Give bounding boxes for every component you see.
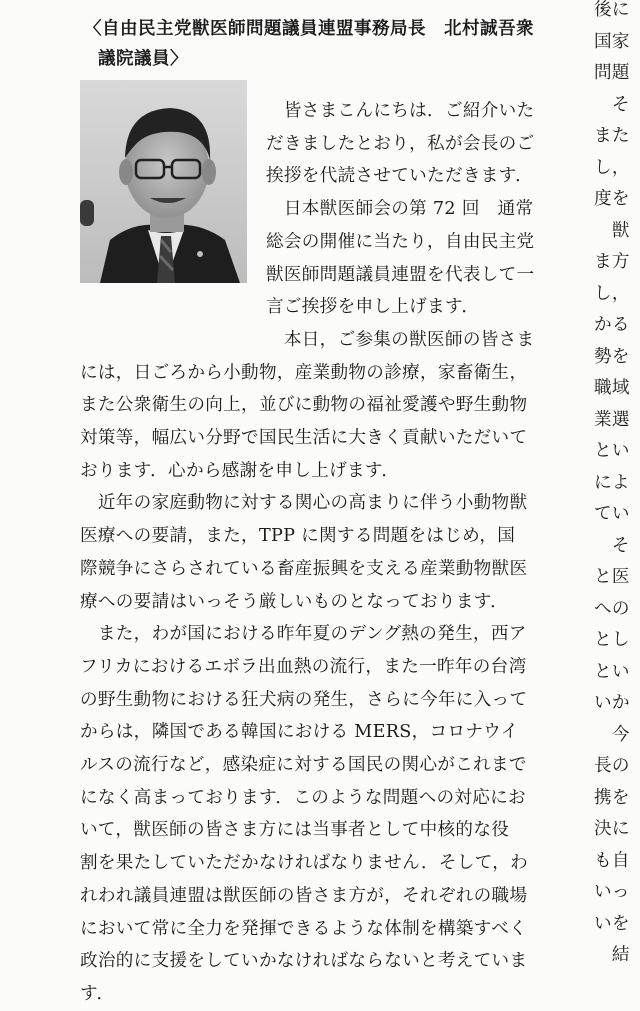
right-column-line: そ <box>594 94 630 115</box>
right-column-line: も自 <box>594 850 630 871</box>
body-line: 挨拶を代読させていただきます． <box>266 166 533 187</box>
right-column-line: 問題 <box>594 63 630 83</box>
right-column-line: 職域 <box>594 378 630 398</box>
body-line: 皆さまこんにちは．ご紹介いた <box>266 101 535 121</box>
body-line: 際競争にさらされている畜産振興を支える産業動物獣医 <box>80 558 528 579</box>
right-column-line: てい <box>594 504 630 524</box>
right-column-line: 結 <box>594 945 630 965</box>
body-line: 総会の開催に当たり，自由民主党 <box>266 231 535 252</box>
body-line: 言ご挨拶を申し上げます． <box>266 297 480 318</box>
body-line: ルスの流行など，感染症に対する国民の関心がこれまで <box>80 755 527 775</box>
body-line: になく高まっております．このような問題への対応にお <box>80 787 526 808</box>
right-column-line: 携を <box>594 787 630 808</box>
article-heading <box>84 14 554 74</box>
right-column-line: とい <box>594 441 630 461</box>
body-line: 政治的に支援をしていかなければならないと考えていま <box>80 951 528 972</box>
right-column-line: し， <box>594 283 630 304</box>
right-column-line: 獣 <box>594 220 630 241</box>
right-column-line: そ <box>594 535 630 556</box>
right-column-line: 決に <box>594 819 630 839</box>
right-column-line: いか <box>594 693 630 713</box>
right-column-line: への <box>594 598 630 619</box>
portrait-image <box>80 80 247 283</box>
body-line: において常に全力を発揮できるような体制を構築すべく <box>80 918 527 939</box>
right-column-line: 今 <box>594 724 630 745</box>
right-column-line: 後に <box>594 0 630 20</box>
body-line: 獣医師問題議員連盟を代表して一 <box>266 264 535 285</box>
right-column-line: とし <box>594 630 630 650</box>
right-column-line: し， <box>594 157 630 178</box>
body-line: また，わが国における昨年夏のデング熱の発生，西ア <box>80 624 527 645</box>
body-line: には，日ごろから小動物，産業動物の診療，家畜衛生， <box>80 362 528 383</box>
body-line: の野生動物における狂犬病の発生，さらに今年に入って <box>80 689 528 710</box>
right-column-line: によ <box>594 472 630 493</box>
body-line: また公衆衛生の向上，並びに動物の福祉愛護や野生動物 <box>80 395 528 416</box>
body-line: 本日，ご参集の獣医師の皆さま <box>266 329 535 350</box>
right-column-line: いを <box>594 913 630 934</box>
right-column-line: また <box>594 126 630 146</box>
body-line: れわれ議員連盟は獣医師の皆さま方が，それぞれの職場 <box>80 885 528 906</box>
body-line: 医療への要請，また，TPP に関する問題をはじめ，国 <box>80 526 516 547</box>
body-line: フリカにおけるエボラ出血熱の流行，また一昨年の台湾 <box>80 656 527 677</box>
right-column-line: 度を <box>594 189 630 209</box>
right-column-line: 業選 <box>594 409 630 430</box>
right-column-line: とい <box>594 661 630 682</box>
body-line: からは，隣国である韓国における MERS，コロナウイ <box>80 722 519 743</box>
body-line: 割を果たしていただかなければなりません．そして，わ <box>80 853 529 874</box>
body-line: いて，獣医師の皆さま方には当事者として中核的な役 <box>80 820 510 841</box>
right-column-line: いっ <box>594 882 630 902</box>
right-column-line: ま方 <box>594 252 630 272</box>
right-column-line: 国家 <box>594 31 630 52</box>
body-line: 療への要請はいっそう厳しいものとなっております． <box>80 591 509 612</box>
right-column-line: と医 <box>594 567 630 587</box>
body-line: 日本獣医師会の第 72 回 通常 <box>266 199 534 220</box>
right-column-line: かる <box>594 315 630 335</box>
heading-line-1: 〈自由民主党獣医師問題議員連盟事務局長 北村誠吾衆 <box>84 19 534 39</box>
heading-line-2: 議院議員〉 <box>98 49 188 69</box>
body-line: だきましたとおり，私が会長のご <box>266 133 535 154</box>
body-line: 近年の家庭動物に対する関心の高まりに伴う小動物獣 <box>80 493 528 514</box>
body-line: おります．心から感謝を申し上げます． <box>80 460 400 481</box>
portrait-photo <box>80 80 247 283</box>
right-column-line: 長の <box>594 756 630 776</box>
body-line: 対策等，幅広い分野で国民生活に大きく貢献いただいて <box>80 428 528 448</box>
right-column-line: 勢を <box>594 346 630 367</box>
body-line: す． <box>80 983 115 1004</box>
